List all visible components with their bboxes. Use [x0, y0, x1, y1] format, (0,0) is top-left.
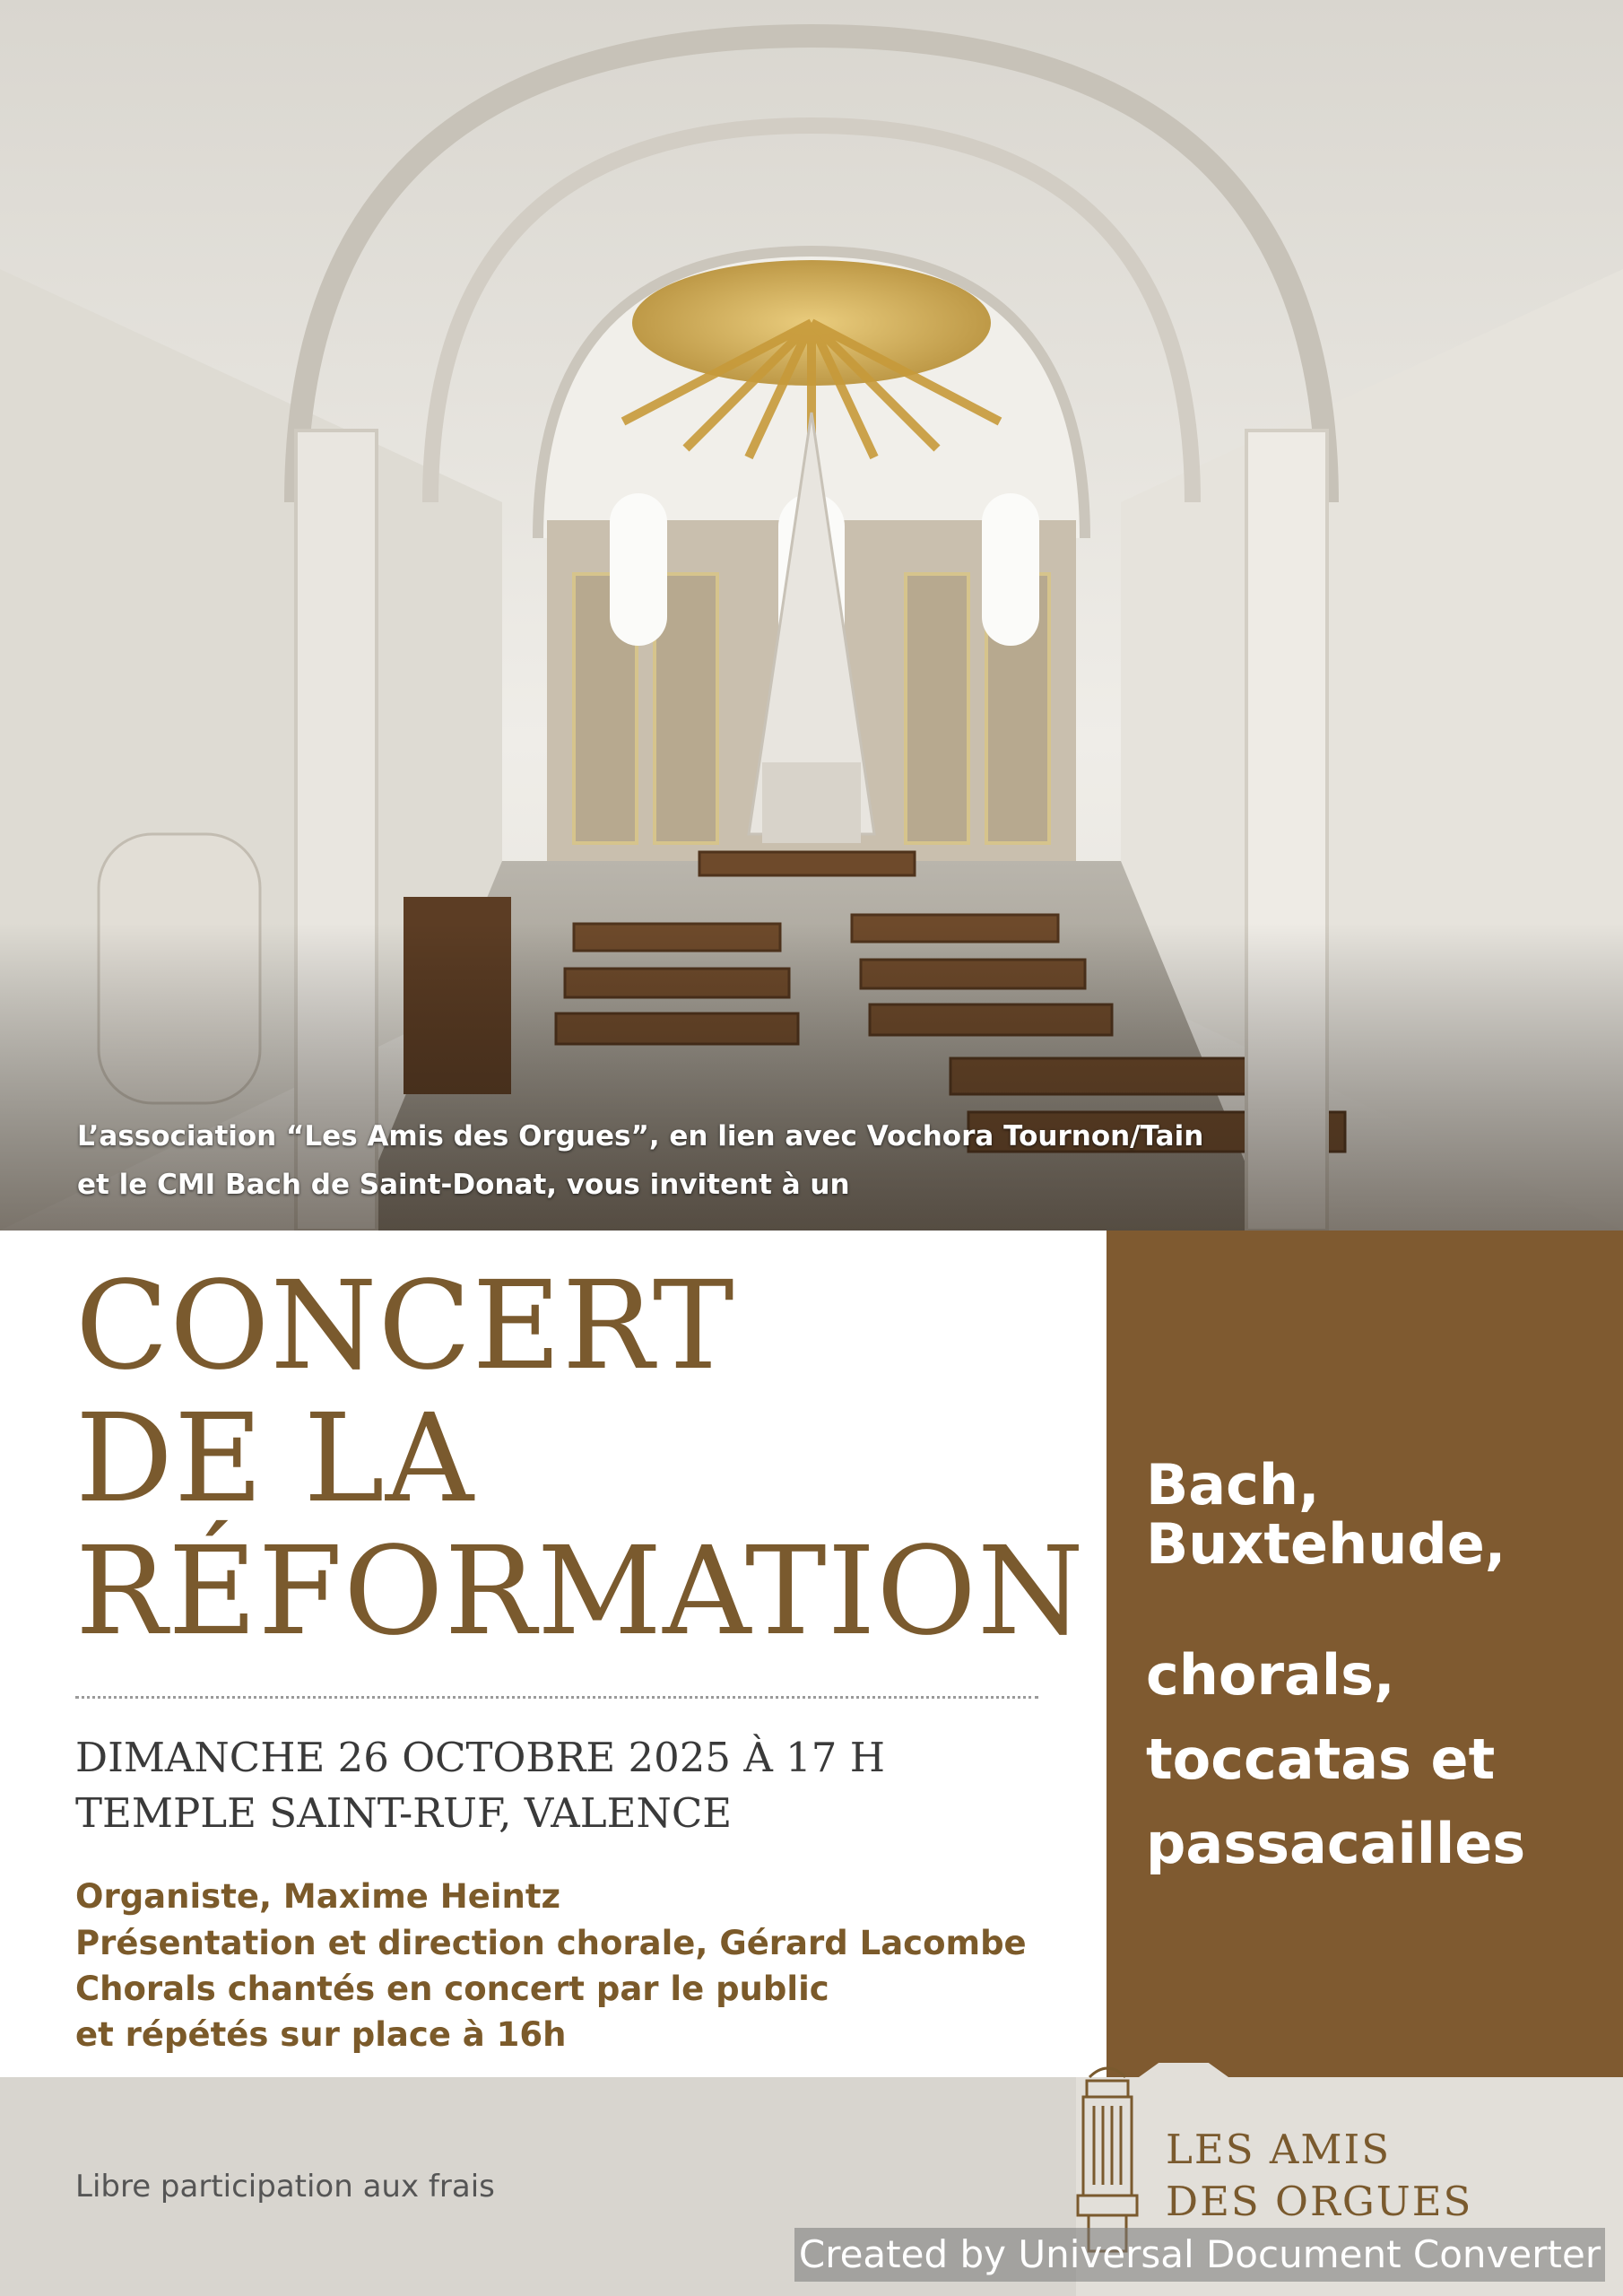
credit-rehearsal: et répétés sur place à 16h	[75, 2015, 567, 2054]
credit-public-chorals: Chorals chantés en concert par le public	[75, 1970, 829, 2008]
association-name-line-2: DES ORGUES	[1166, 2178, 1473, 2225]
association-name-line-1: LES AMIS	[1166, 2126, 1392, 2173]
credit-choral-direction: Présentation et direction chorale, Gérard Lacombe	[75, 1924, 1027, 1962]
program-panel	[1107, 1231, 1623, 2077]
dotted-divider	[75, 1696, 1038, 1699]
event-venue: TEMPLE SAINT-RUF, VALENCE	[75, 1789, 733, 1837]
organ-icon	[1067, 2059, 1148, 2257]
program-item: Buxtehude,	[1146, 1511, 1506, 1577]
intro-line-2: et le CMI Bach de Saint-Donat, vous invitent à un	[77, 1169, 850, 1201]
participation-note: Libre participation aux frais	[75, 2169, 495, 2205]
program-item: Bach,	[1146, 1452, 1320, 1518]
converter-watermark: Created by Universal Document Converter	[794, 2228, 1605, 2282]
credit-organist: Organiste, Maxime Heintz	[75, 1877, 561, 1916]
title-line-3: RÉFORMATION	[75, 1521, 1085, 1663]
intro-line-1: L’association “Les Amis des Orgues”, en lien avec Vochora Tournon/Tain	[77, 1120, 1204, 1152]
title-line-2: DE LA	[75, 1388, 475, 1530]
title-line-1: CONCERT	[75, 1256, 735, 1397]
event-date: DIMANCHE 26 OCTOBRE 2025 À 17 H	[75, 1734, 885, 1781]
program-item: toccatas et	[1146, 1726, 1496, 1792]
program-item: chorals,	[1146, 1642, 1395, 1708]
program-item: passacailles	[1146, 1811, 1526, 1876]
